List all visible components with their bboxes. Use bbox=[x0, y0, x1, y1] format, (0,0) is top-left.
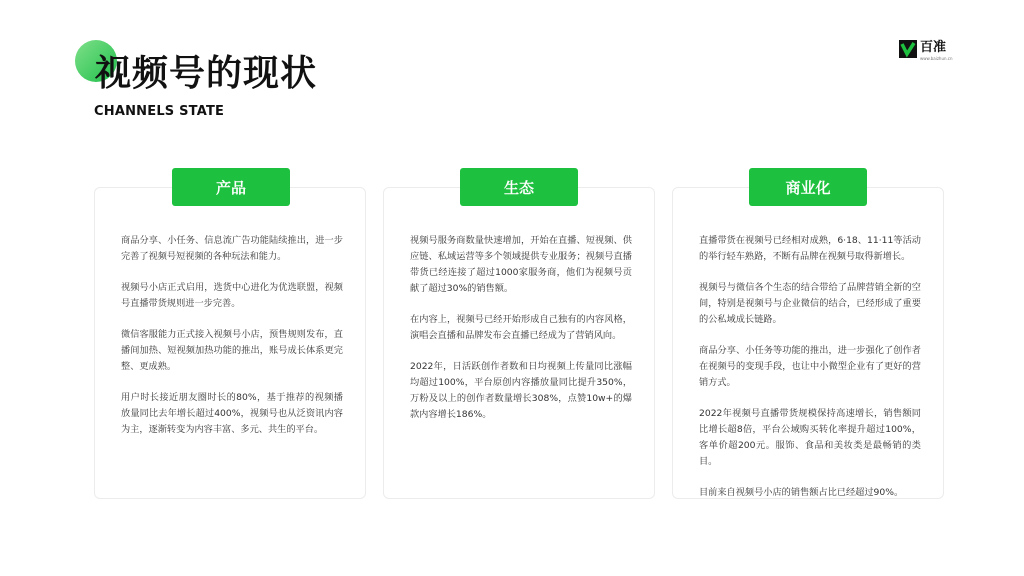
logo-url: www.baizhun.cn bbox=[920, 56, 953, 61]
card-paragraph: 目前来自视频号小店的销售额占比已经超过90%。 bbox=[699, 487, 904, 498]
card-paragraph: 2022年视频号直播带货规模保持高速增长，销售额同比增长超8倍，平台公域购买转化率提升超过100%，客单价超200元。服饰、食品和美妆类是最畅销的类目。 bbox=[699, 408, 921, 467]
card-ecosystem bbox=[383, 187, 655, 499]
card-paragraph: 微信客服能力正式接入视频号小店，预售规则发布，直播间加热、短视频加热功能的推出，账号成长体系更完整、更成熟。 bbox=[121, 329, 343, 372]
card-paragraph: 用户时长接近朋友圈时长的80%，基于推荐的视频播放量同比去年增长超过400%，视频号也从泛资讯内容为主，逐渐转变为内容丰富、多元、共生的平台。 bbox=[121, 392, 343, 435]
tab-ecosystem: 生态 bbox=[460, 168, 578, 206]
page-subtitle: CHANNELS STATE bbox=[94, 104, 225, 119]
card-ecosystem-body bbox=[410, 233, 632, 438]
tab-product: 产品 bbox=[172, 168, 290, 206]
logo-text: 百准 bbox=[920, 40, 947, 55]
card-commercialization-body bbox=[699, 233, 921, 516]
card-paragraph: 在内容上，视频号已经开始形成自己独有的内容风格，演唱会直播和品牌发布会直播已经成为了营销风向。 bbox=[410, 314, 632, 341]
card-paragraph: 视频号与微信各个生态的结合带给了品牌营销全新的空间，特别是视频号与企业微信的结合，已经形成了重要的公私域成长链路。 bbox=[699, 282, 921, 325]
card-paragraph: 商品分享、小任务、信息流广告功能陆续推出，进一步完善了视频号短视频的各种玩法和能力。 bbox=[121, 235, 343, 262]
card-product-body bbox=[121, 233, 343, 453]
tab-commercialization: 商业化 bbox=[749, 168, 867, 206]
card-paragraph: 直播带货在视频号已经相对成熟，6·18、11·11等活动的举行轻车熟路，不断有品牌在视频号取得新增长。 bbox=[699, 235, 921, 262]
card-paragraph: 视频号小店正式启用，选货中心进化为优选联盟，视频号直播带货规则进一步完善。 bbox=[121, 282, 343, 309]
card-product bbox=[94, 187, 366, 499]
card-commercialization bbox=[672, 187, 944, 499]
card-paragraph: 商品分享、小任务等功能的推出，进一步强化了创作者在视频号的变现手段，也让中小微型企业有了更好的营销方式。 bbox=[699, 345, 921, 388]
logo-mark-icon bbox=[899, 40, 917, 58]
card-paragraph: 2022年，日活跃创作者数和日均视频上传量同比涨幅均超过100%，平台原创内容播放量同比提升350%，万粉及以上的创作者数量增长308%，点赞10w+的爆款内容增长186%。 bbox=[410, 361, 632, 420]
card-paragraph: 视频号服务商数量快速增加，开始在直播、短视频、供应链、私域运营等多个领域提供专业服务；视频号直播带货已经连接了超过1000家服务商，他们为视频号贡献了超过30%的销售额。 bbox=[410, 235, 632, 294]
brand-logo bbox=[899, 40, 953, 64]
page-title: 视频号的现状 bbox=[95, 53, 318, 94]
